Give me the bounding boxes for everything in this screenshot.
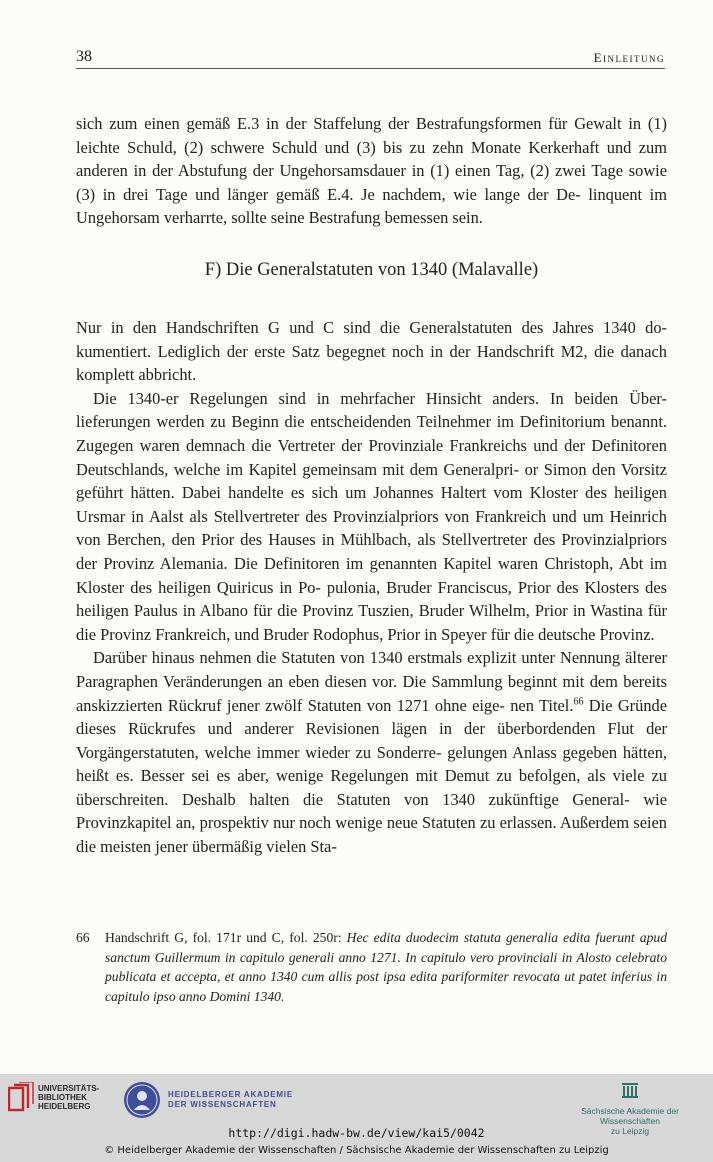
text-line: die Provinz Tuszien, Bruder Wilhelm, Prior in Wastina für die Provinz Frankreich, [76, 601, 667, 644]
text-line: danach komplett abbricht. [76, 341, 667, 385]
footnote-prefix: Handschrift G, fol. 171r und C, fol. 250r: [105, 930, 347, 945]
paragraph [76, 316, 667, 387]
footnote-reference[interactable]: 66 [573, 696, 584, 708]
ub-heidelberg-logo[interactable] [8, 1080, 118, 1120]
text-line: sich zum einen gemäß E.3 in der Staffelung der Bestrafungsformen für Gewalt in [76, 114, 642, 133]
page-number: 38 [76, 48, 92, 65]
text-line: als Stellvertreter des Provinzialpriors der Provinz Alemania. Die Definitoren im [76, 530, 667, 573]
text-line: vom Kloster des heiligen Ursmar in Aalst als Stellvertreter des Provinzialpriors [76, 483, 667, 526]
text-line: or Simon den Vorsitz geführt hätten. Dabei handelte es sich um Johannes Haltert [76, 459, 668, 503]
logo-text-line: HEIDELBERGER AKADEMIE [168, 1090, 293, 1099]
logo-text-line: zu Leipzig [610, 1126, 650, 1136]
text-line: genannten Kapitel waren Christoph, Abt im Kloster des heiligen Quiricus in Po- [76, 553, 667, 597]
text-line: und Bruder Rodophus, Prior in Speyer für die deutsche Provinz. [234, 624, 655, 644]
logo-text-line: BIBLIOTHEK [38, 1093, 87, 1102]
paragraph [76, 387, 667, 647]
hadw-logo-text [168, 1090, 293, 1109]
text-line: von 1340 zukünftige General- wie Provinzkapitel an, prospektiv nur noch wenige [76, 789, 667, 833]
ub-logo-icon [8, 1082, 34, 1114]
text-line: (1) leichte Schuld, (2) schwere Schuld und (3) bis zu zehn Monate Kerkerhaft und [76, 114, 667, 157]
running-head: Einleitung [593, 50, 665, 65]
footnote-quote: Hec edita duodecim statuta generalia edita fuerunt apud sanctum Guillermum in capitulo generali anno 1271. In capitulo vero provinciali in Alosto celebrato publicata et accepta, et anno 1340 cum allis post ipsa edita pariformiter revocata ut patet inferius in capitulo ipso anno Domini 1340. [105, 930, 667, 1004]
text-fragment: nen Titel. [510, 695, 574, 715]
text-line: zum anderen in der Abstufung der Ungehorsamsdauer in (1) einen Tag, (2) zwei [76, 137, 667, 181]
text-line: mit dem bereits anskizzierten Rückruf jener zwölf Statuten von 1271 ohne eige- [76, 671, 667, 715]
text-line: benannt. Zugegen waren demnach die Vertreter der Provinziale Frankreichs und [76, 412, 667, 455]
text-line: der Definitoren Deutschlands, welche im Kapitel gemeinsam mit dem Generalpri- [76, 435, 667, 479]
text-line: von Frankreich und um Heinrich von Berchen, den Prior des Hauses in Mühlbach, [76, 506, 667, 550]
logo-text-line: DER WISSENSCHAFTEN [168, 1099, 277, 1109]
ub-logo-text [38, 1084, 99, 1111]
section-heading: F) Die Generalstatuten von 1340 (Malavalle) [204, 260, 539, 280]
text-line: überbordenden Flut der Vorgängerstatuten, welche immer wieder zu Sonderre- [76, 719, 667, 762]
text-line: älterer Paragraphen Veränderungen an eben diesen vor. Die Sammlung beginnt [76, 648, 667, 691]
paragraph-intro [76, 112, 667, 230]
saw-building-icon [621, 1080, 639, 1098]
logo-text-line: UNIVERSITÄTS- [38, 1084, 100, 1093]
text-line: linquent im Ungehorsam verharrte, sollte seine Bestrafung bemessen sein. [76, 184, 667, 228]
text-line: kumentiert. Lediglich der erste Satz begegnet noch in der Handschrift M2, die [76, 341, 615, 361]
permalink-url[interactable]: http://digi.hadw-bw.de/view/kai5/0042 [228, 1126, 485, 1140]
text-line: Tage sowie (3) in drei Tage und länger gemäß E.4. Je nachdem, wie lange der De- [76, 161, 667, 204]
text-line: Nur in den Handschriften G und C sind die Generalstatuten des Jahres 1340 do- [76, 318, 667, 337]
text-line: Darüber hinaus nehmen die Statuten von 1340 erstmals explizit unter Nennung [93, 648, 621, 668]
text-line: mit Demut zu befolgen, als viele zu überschreiten. Deshalb halten die Statuten [76, 766, 668, 809]
text-fragment: Die Gründe dieses Rückrufes und anderer Revisionen lägen in der [76, 695, 667, 739]
hadw-seal-icon [124, 1082, 160, 1118]
text-line: lieferungen werden zu Beginn die entscheidenden Teilnehmer im Definitorium [76, 412, 606, 432]
section-body [76, 316, 667, 859]
logo-text-line: HEIDELBERG [38, 1102, 91, 1111]
paragraph [76, 646, 667, 858]
text-line: neue Statuten zu erlassen. Außerdem seien die meisten jener übermäßig vielen Sta- [76, 813, 667, 857]
copyright-notice: © Heidelberger Akademie der Wissenschaften / Sächsische Akademie der Wissenschaften zu Leipzig [104, 1145, 609, 1156]
text-line: gelungen Anlass gegeben hätten, heißt es. Besser sei es aber, wenige Regelungen [76, 742, 667, 786]
footnote [76, 928, 667, 1006]
page-header [76, 46, 665, 69]
text-line: Die 1340-er Regelungen sind in mehrfacher Hinsicht anders. In beiden Über- [93, 388, 667, 408]
paragraph [76, 112, 667, 230]
hadw-logo[interactable] [124, 1082, 324, 1122]
text-line: pulonia, Bruder Franciscus, Prior des Klosters des heiligen Paulus in Albano für [76, 577, 668, 621]
footnote-number: 66 [76, 930, 90, 945]
footnote-text [105, 928, 667, 1006]
logo-text-line: Sächsische Akademie der Wissenschaften [581, 1106, 679, 1126]
